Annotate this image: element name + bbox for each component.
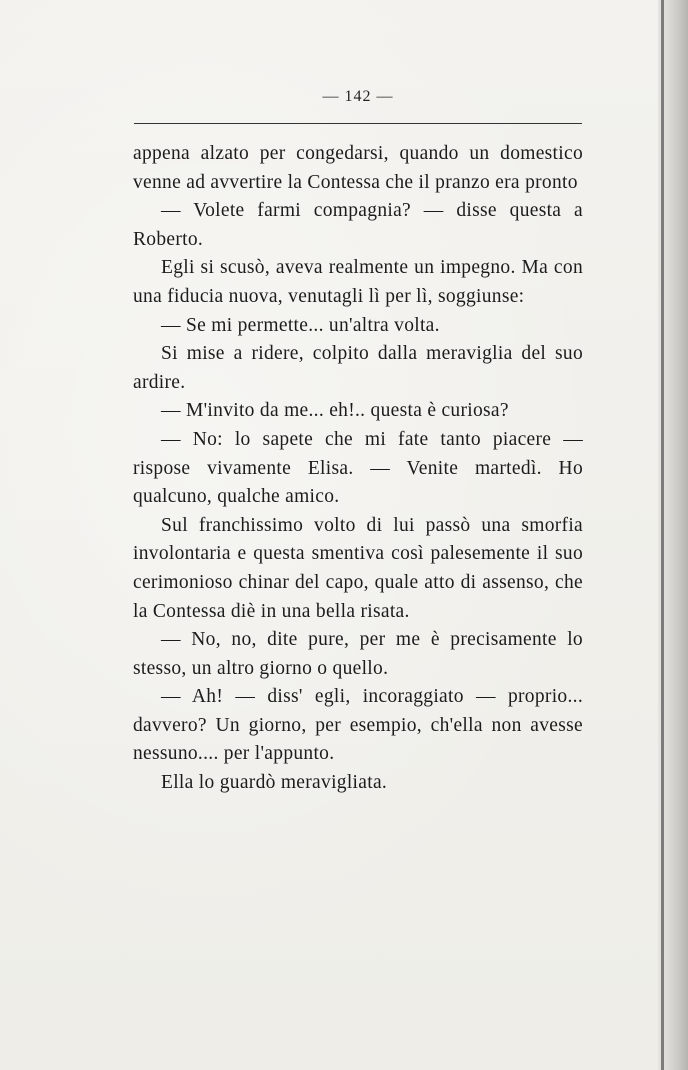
paragraph-10: — Ah! — diss' egli, incoraggiato — proprio... davvero? Un giorno, per esempio, ch'ella non avesse nessuno.... per l'appunto. xyxy=(133,686,583,765)
paragraph-3: Egli si scusò, aveva realmente un impegno. Ma con una fiducia nuova, venutagli lì per lì, soggiunse: xyxy=(133,257,583,307)
body-text xyxy=(133,140,583,798)
header-rule xyxy=(134,123,582,124)
paragraph-2: — Volete farmi compagnia? — disse questa a Roberto. xyxy=(133,200,583,250)
paragraph-1: appena alzato per congedarsi, quando un domestico venne ad avvertire la Contessa che il pranzo era pronto xyxy=(133,143,583,193)
paragraph-5: Si mise a ridere, colpito dalla meraviglia del suo ardire. xyxy=(133,343,583,393)
page-number-header: — 142 — xyxy=(322,88,394,105)
paragraph-6: — M'invito da me... eh!.. questa è curiosa? xyxy=(161,400,509,422)
paragraph-7: — No: lo sapete che mi fate tanto piacere — rispose vivamente Elisa. — Venite martedì. Ho qualcuno, qualche amico. xyxy=(133,428,583,508)
paragraph-8: Sul franchissimo volto di lui passò una smorfia involontaria e questa smentiva così palesemente il suo cerimonioso chinar del capo, quale atto di assenso, che la Contessa diè in una bella risata. xyxy=(133,514,583,622)
binding-edge-line xyxy=(661,0,664,1070)
paragraph-9: — No, no, dite pure, per me è precisamente lo stesso, un altro giorno o quello. xyxy=(133,629,583,679)
paragraph-4: — Se mi permette... un'altra volta. xyxy=(161,314,440,336)
paragraph-11: Ella lo guardò meravigliata. xyxy=(161,772,388,794)
